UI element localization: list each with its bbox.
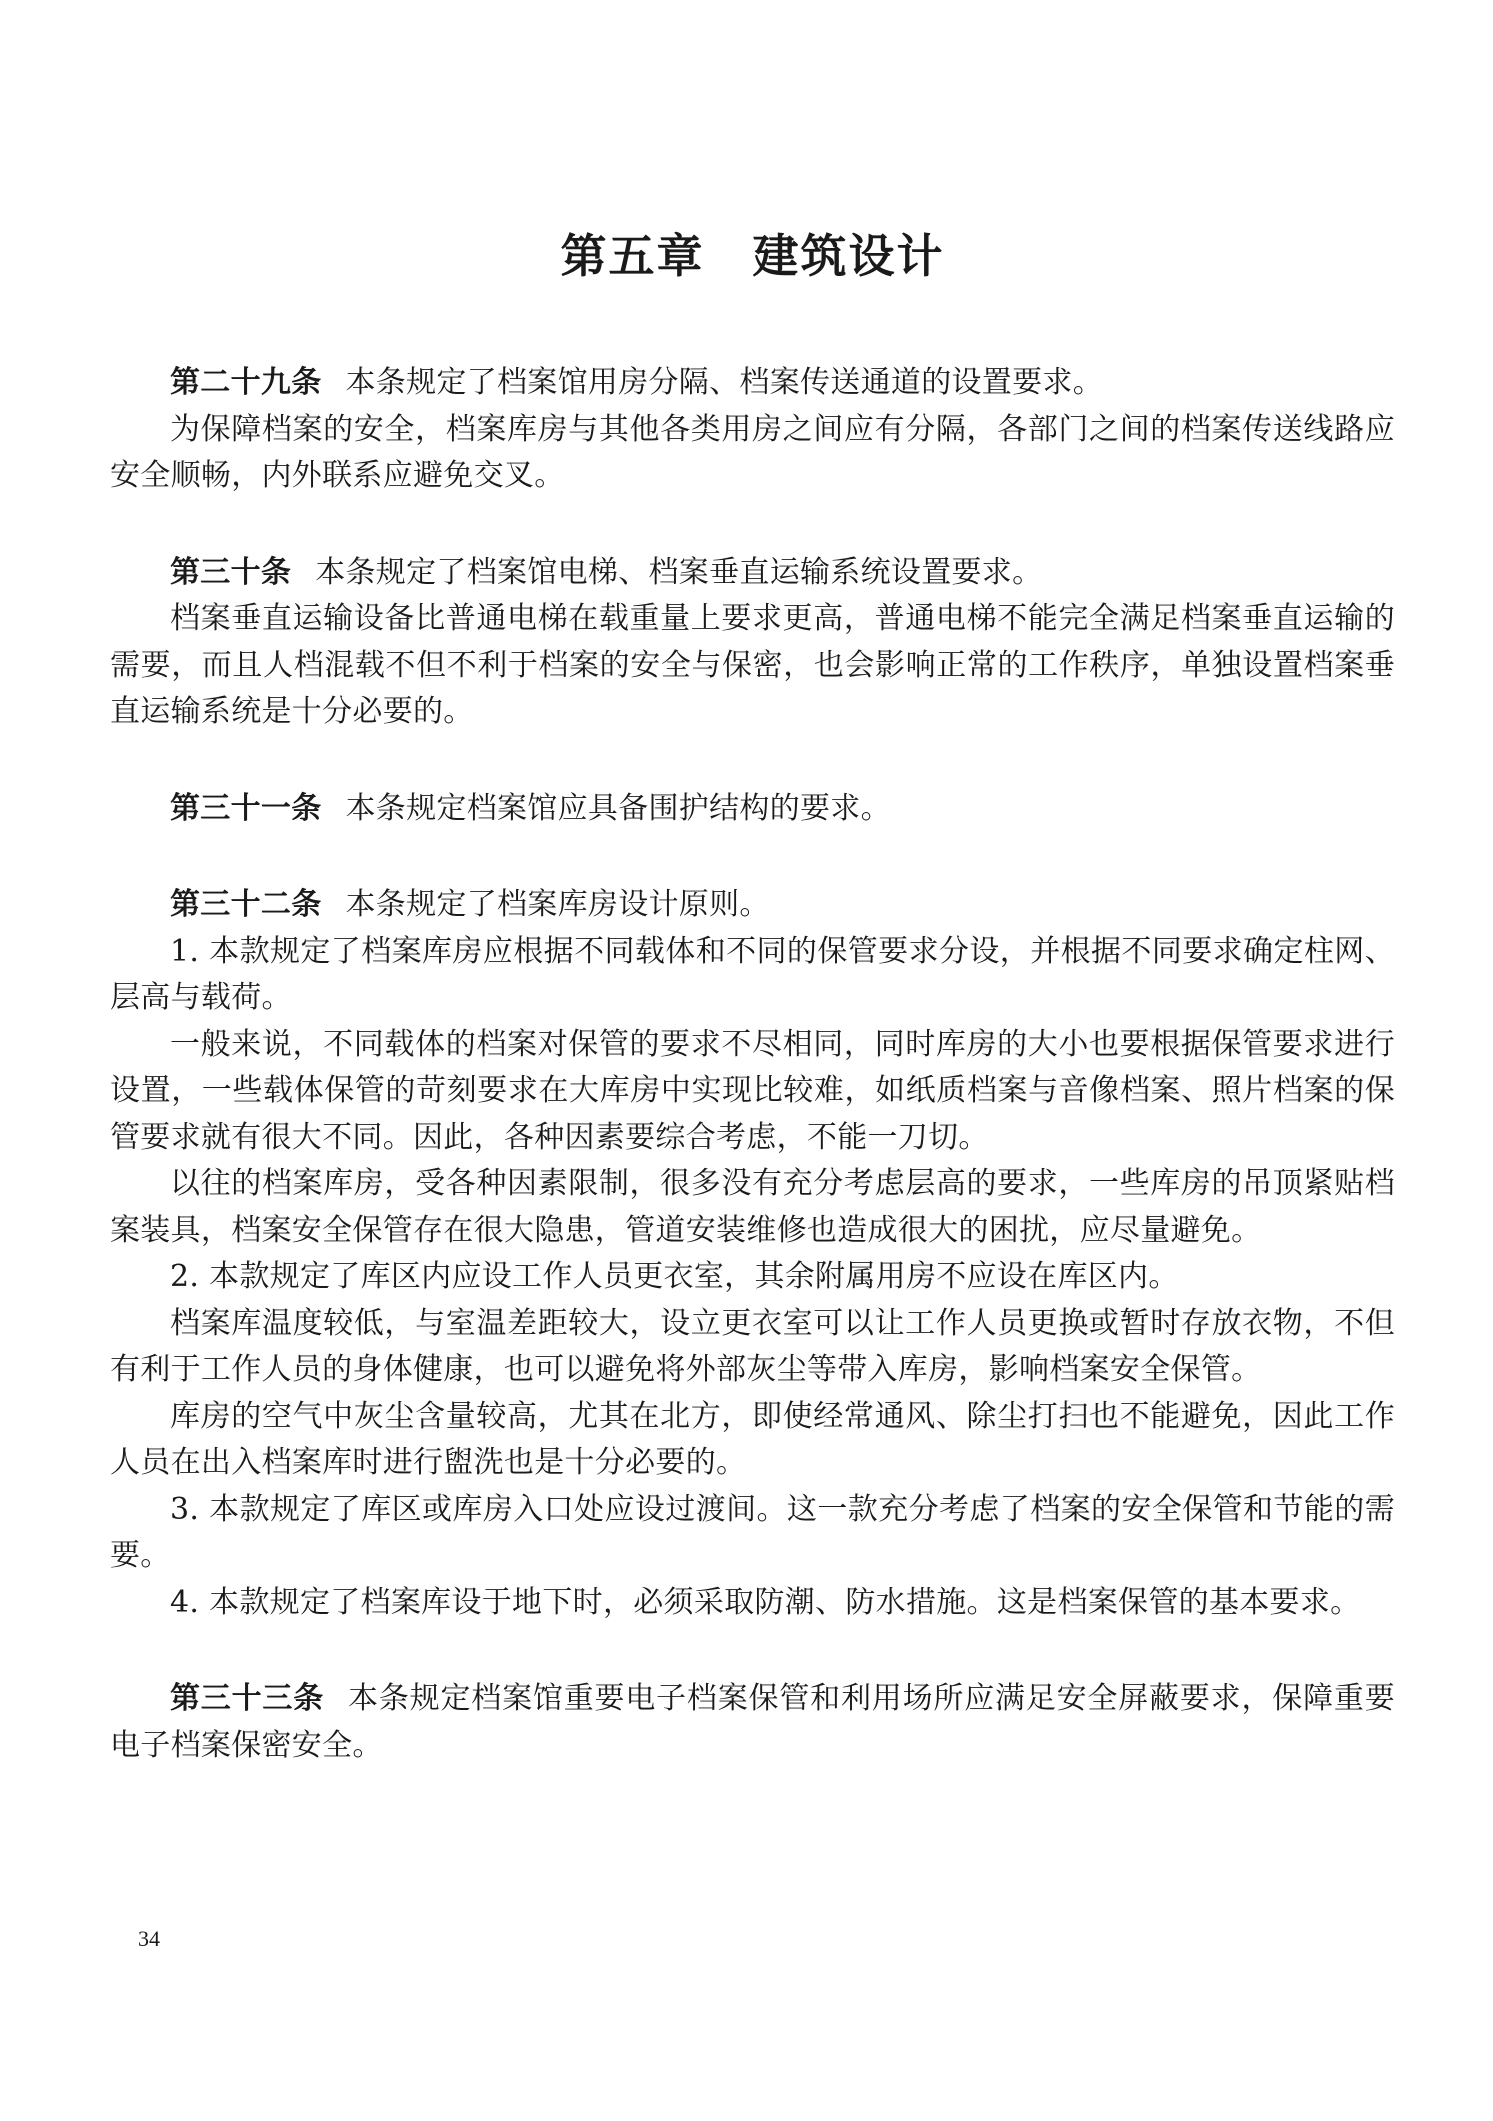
article-heading [110,786,1395,833]
article-number: 第三十二条 [170,887,322,922]
paragraph: 档案库温度较低，与室温差距较大，设立更衣室可以让工作人员更换或暂时存放衣物，不但有利于工作人员的身体健康，也可以避免将外部灰尘等带入库房，影响档案安全保管。 [110,1305,1395,1387]
article-32 [110,882,1395,1626]
paragraph: 库房的空气中灰尘含量较高，尤其在北方，即使经常通风、除尘打扫也不能避免，因此工作人员在出入档案库时进行盥洗也是十分必要的。 [110,1398,1395,1480]
article-lead: 本条规定档案馆重要电子档案保管和利用场所应满足安全屏蔽要求，保障重要电子档案保密安全。 [110,1681,1396,1763]
article-29 [110,360,1395,500]
paragraph: 1. 本款规定了档案库房应根据不同载体和不同的保管要求分设，并根据不同要求确定柱网、层高与载荷。 [110,933,1395,1015]
article-lead: 本条规定了档案库房设计原则。 [345,887,770,922]
document-page [110,0,1395,2121]
paragraph: 一般来说，不同载体的档案对保管的要求不尽相同，同时库房的大小也要根据保管要求进行设置，一些载体保管的苛刻要求在大库房中实现比较难，如纸质档案与音像档案、照片档案的保管要求就有很大不同。因此，各种因素要综合考虑，不能一刀切。 [110,1026,1395,1155]
paragraph: 3. 本款规定了库区或库房入口处应设过渡间。这一款充分考虑了档案的安全保管和节能的需要。 [110,1491,1395,1573]
page-number: 34 [138,1926,160,1951]
article-31 [110,786,1395,833]
article-number: 第三十三条 [170,1681,325,1716]
article-number: 第三十条 [170,554,292,590]
article-number: 第二十九条 [170,365,322,400]
article-heading [110,550,1395,597]
article-30 [110,550,1395,736]
article-number: 第三十一条 [170,790,322,826]
article-heading [110,1676,1395,1769]
paragraph: 2. 本款规定了库区内应设工作人员更衣室，其余附属用房不应设在库区内。 [170,1259,1179,1294]
paragraph: 以往的档案库房，受各种因素限制，很多没有充分考虑层高的要求，一些库房的吊顶紧贴档案装具，档案安全保管存在很大隐患，管道安装维修也造成很大的困扰，应尽量避免。 [110,1166,1395,1248]
article-lead: 本条规定了档案馆电梯、档案垂直运输系统设置要求。 [315,554,1043,590]
paragraph: 档案垂直运输设备比普通电梯在载重量上要求更高，普通电梯不能完全满足档案垂直运输的需要，而且人档混载不但不利于档案的安全与保密，也会影响正常的工作秩序，单独设置档案垂直运输系统是十分必要的。 [110,601,1395,729]
document-body [110,360,1395,1819]
paragraph: 4. 本款规定了档案库设于地下时，必须采取防潮、防水措施。这是档案保管的基本要求。 [170,1584,1361,1620]
article-heading [110,882,1395,929]
article-lead: 本条规定档案馆应具备围护结构的要求。 [345,790,891,826]
article-33 [110,1676,1395,1769]
article-lead: 本条规定了档案馆用房分隔、档案传送通道的设置要求。 [345,365,1103,400]
paragraph: 为保障档案的安全，档案库房与其他各类用房之间应有分隔，各部门之间的档案传送线路应安全顺畅，内外联系应避免交叉。 [110,411,1395,493]
chapter-title: 第五章 建筑设计 [560,229,945,283]
article-heading [110,360,1395,407]
